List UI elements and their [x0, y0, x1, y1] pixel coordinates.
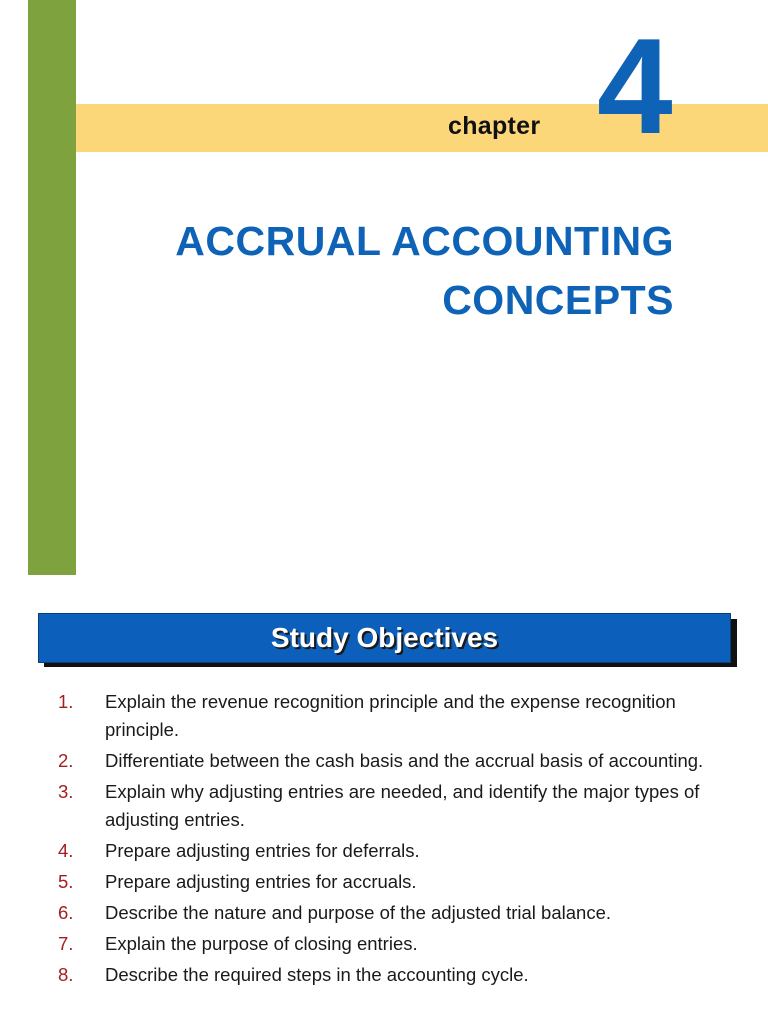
chapter-label: chapter [448, 112, 541, 140]
chapter-number: 4 [597, 10, 673, 162]
page-title [175, 212, 674, 330]
objective-text: Differentiate between the cash basis and the accrual basis of accounting. [105, 750, 704, 771]
objective-item [0, 961, 768, 989]
objective-number: 2. [58, 750, 74, 771]
title-line-2: CONCEPTS [442, 277, 674, 323]
objective-number: 6. [58, 902, 74, 923]
decorative-green-bar [28, 0, 76, 575]
objective-text: Explain the purpose of closing entries. [105, 933, 418, 954]
objective-item [0, 930, 768, 958]
objective-text: Prepare adjusting entries for accruals. [105, 871, 417, 892]
objective-number: 8. [58, 964, 74, 985]
objectives-list [0, 688, 768, 992]
objective-number: 3. [58, 781, 74, 802]
objective-item [0, 778, 768, 834]
objective-number: 5. [58, 871, 74, 892]
objective-text: Describe the nature and purpose of the adjusted trial balance. [105, 902, 611, 923]
study-objectives-heading: Study Objectives [38, 613, 731, 663]
objective-text: Explain the revenue recognition principle and the expense recognition principle. [105, 691, 676, 740]
objective-number: 1. [58, 691, 74, 712]
title-line-1: ACCRUAL ACCOUNTING [175, 218, 674, 264]
objective-text: Prepare adjusting entries for deferrals. [105, 840, 420, 861]
objective-number: 7. [58, 933, 74, 954]
objective-text: Explain why adjusting entries are needed, and identify the major types of adjusting entries. [105, 781, 700, 830]
objective-item [0, 868, 768, 896]
objective-item [0, 747, 768, 775]
objective-item [0, 837, 768, 865]
objective-text: Describe the required steps in the accounting cycle. [105, 964, 529, 985]
objective-number: 4. [58, 840, 74, 861]
objective-item [0, 688, 768, 744]
objective-item [0, 899, 768, 927]
